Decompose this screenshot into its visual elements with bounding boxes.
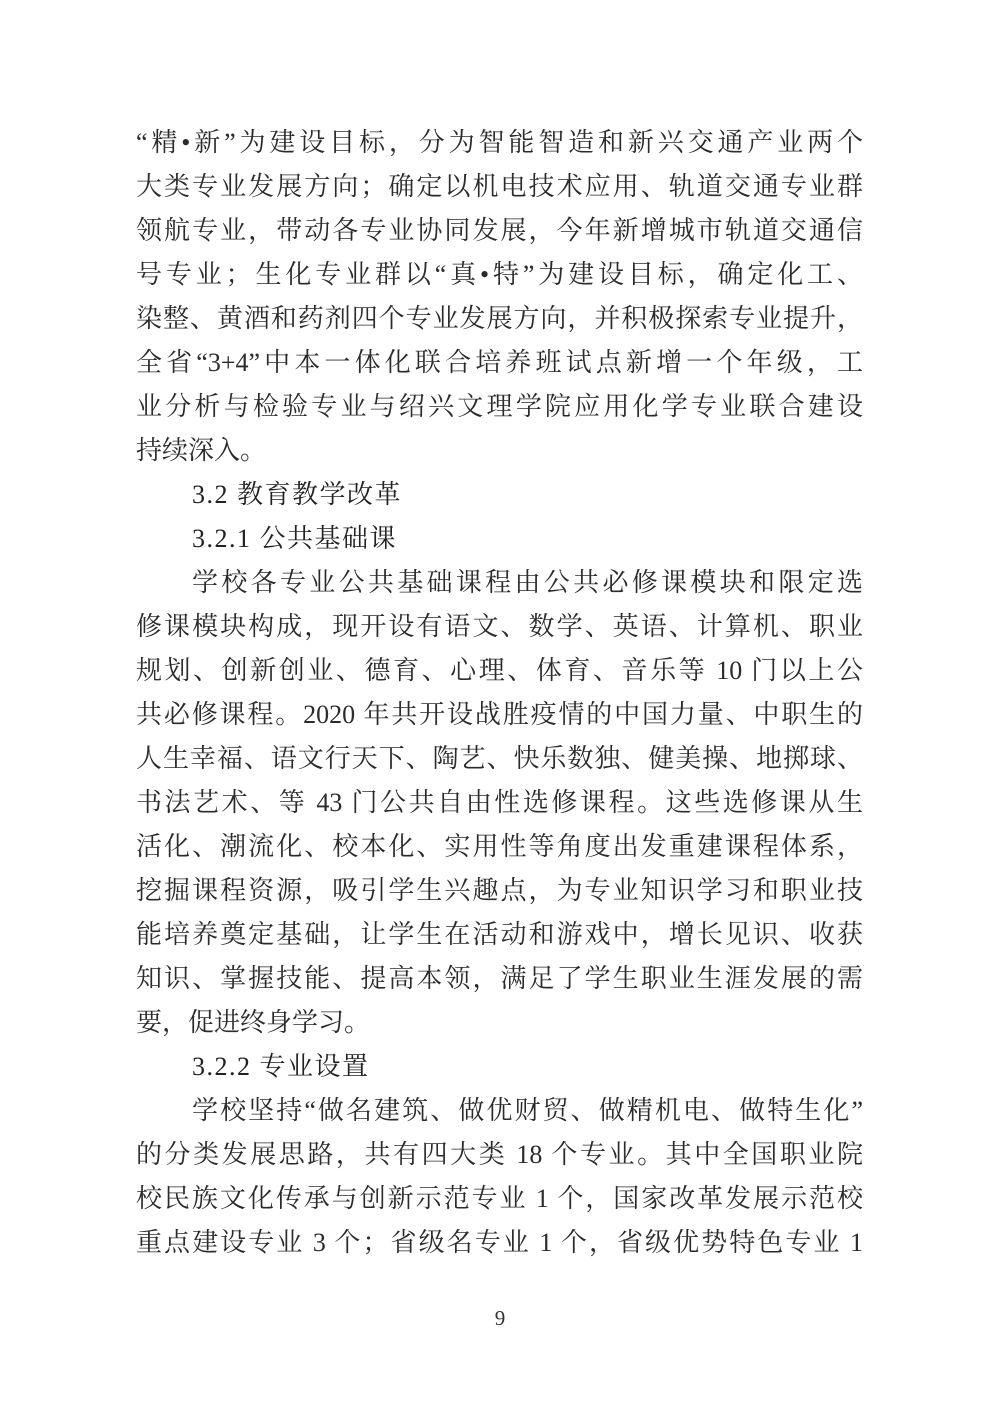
text-line: 规划、创新创业、德育、心理、体育、音乐等 10 门以上公 bbox=[136, 656, 863, 685]
text-line: 业分析与检验专业与绍兴文理学院应用化学专业联合建设 bbox=[136, 392, 863, 421]
text-block bbox=[136, 121, 863, 1265]
text-line: “精•新”为建设目标，分为智能智造和新兴交通产业两个 bbox=[136, 128, 863, 157]
text-line: 活化、潮流化、校本化、实用性等角度出发重建课程体系， bbox=[136, 832, 863, 861]
text-line: 校民族文化传承与创新示范专业 1 个，国家改革发展示范校 bbox=[136, 1184, 863, 1213]
text-line: 全省“3+4”中本一体化联合培养班试点新增一个年级，工 bbox=[136, 348, 863, 377]
text-line: 学校各专业公共基础课程由公共必修课模块和限定选 bbox=[192, 568, 863, 597]
text-line: 知识、掌握技能、提高本领，满足了学生职业生涯发展的需 bbox=[136, 964, 863, 993]
section-heading: 3.2 教育教学改革 bbox=[192, 480, 403, 509]
page-number: 9 bbox=[494, 1306, 506, 1330]
text-line: 要，促进终身学习。 bbox=[136, 1008, 371, 1037]
text-line: 书法艺术、等 43 门公共自由性选修课程。这些选修课从生 bbox=[136, 788, 863, 817]
text-line: 号专业；生化专业群以“真•特”为建设目标，确定化工、 bbox=[136, 260, 863, 289]
text-line: 持续深入。 bbox=[136, 436, 267, 465]
text-line: 挖掘课程资源，吸引学生兴趣点，为专业知识学习和职业技 bbox=[136, 876, 863, 905]
text-line: 大类专业发展方向；确定以机电技术应用、轨道交通专业群 bbox=[136, 172, 863, 201]
text-line: 学校坚持“做名建筑、做优财贸、做精机电、做特生化” bbox=[192, 1096, 863, 1125]
text-line: 的分类发展思路，共有四大类 18 个专业。其中全国职业院 bbox=[136, 1140, 863, 1169]
section-heading: 3.2.1 公共基础课 bbox=[192, 524, 398, 553]
text-line: 领航专业，带动各专业协同发展，今年新增城市轨道交通信 bbox=[136, 216, 863, 245]
text-line: 人生幸福、语文行天下、陶艺、快乐数独、健美操、地掷球、 bbox=[136, 744, 863, 773]
text-line: 共必修课程。2020 年共开设战胜疫情的中国力量、中职生的 bbox=[136, 700, 863, 729]
text-line: 修课模块构成，现开设有语文、数学、英语、计算机、职业 bbox=[136, 612, 863, 641]
text-line: 重点建设专业 3 个；省级名专业 1 个，省级优势特色专业 1 bbox=[136, 1228, 863, 1257]
text-line: 能培养奠定基础，让学生在活动和游戏中，增长见识、收获 bbox=[136, 920, 863, 949]
section-heading: 3.2.2 专业设置 bbox=[192, 1052, 370, 1081]
text-line: 染整、黄酒和药剂四个专业发展方向，并积极探索专业提升， bbox=[136, 304, 863, 333]
